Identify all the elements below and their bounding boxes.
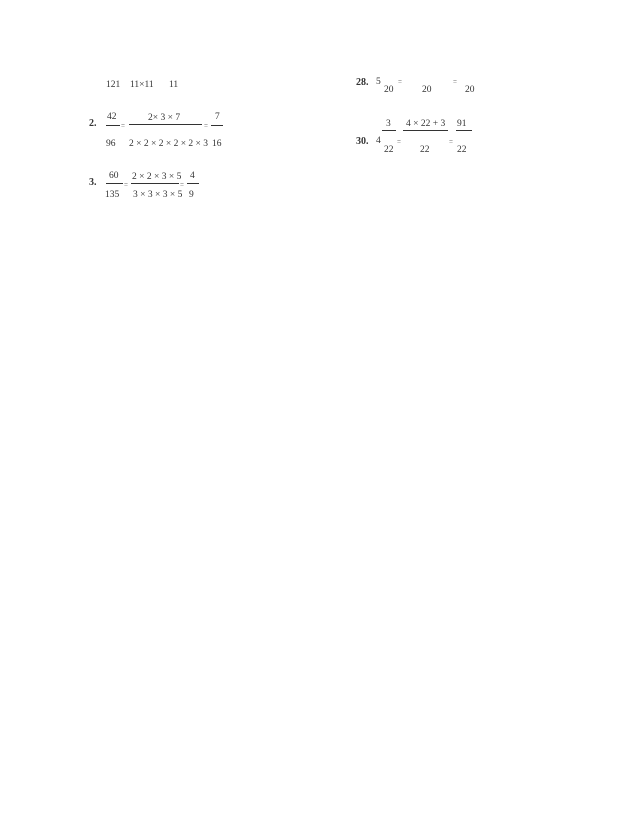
numerator: 2 × 2 × 3 × 5 [132, 172, 182, 182]
denominator: 16 [212, 139, 222, 149]
denominator: 3 × 3 × 3 × 5 [133, 190, 183, 200]
problem-number: 30. [356, 136, 369, 147]
denominator: 9 [189, 190, 194, 200]
denominator: 20 [384, 85, 394, 95]
equals-sign: = [180, 181, 184, 189]
equals-sign: = [204, 122, 208, 130]
whole-number: 5 [376, 77, 381, 87]
equals-sign: = [397, 138, 401, 146]
fraction-bar [403, 130, 448, 131]
numerator: 4 × 22 + 3 [406, 119, 446, 129]
equals-sign: = [121, 122, 125, 130]
fraction-bar [382, 130, 396, 131]
numerator: 60 [109, 171, 119, 181]
fraction-bar [211, 125, 223, 126]
equals-sign: = [398, 78, 402, 86]
numerator: 4 [190, 171, 195, 181]
numerator: 91 [457, 119, 467, 129]
denominator: 22 [420, 145, 430, 155]
denominator: 20 [465, 85, 475, 95]
fraction-bar [106, 125, 120, 126]
numerator: 3 [386, 119, 391, 129]
whole-number: 4 [376, 136, 381, 146]
problem-number: 28. [356, 77, 369, 88]
fraction-bar [129, 124, 202, 125]
numerator: 2× 3 × 7 [148, 113, 181, 123]
numerator: 7 [215, 112, 220, 122]
problem-number: 2. [89, 118, 97, 129]
denominator-11: 11 [169, 80, 179, 90]
fraction-bar [131, 183, 179, 184]
equals-sign: = [453, 78, 457, 86]
fraction-bar [456, 130, 472, 131]
denominator-121: 121 [106, 80, 121, 90]
fraction-bar [187, 183, 199, 184]
denominator: 20 [422, 85, 432, 95]
problem-number: 3. [89, 177, 97, 188]
equals-sign: = [449, 138, 453, 146]
denominator: 22 [384, 145, 394, 155]
denominator: 96 [106, 139, 116, 149]
denominator: 22 [457, 145, 467, 155]
numerator: 42 [107, 112, 117, 122]
denominator: 135 [105, 190, 120, 200]
equals-sign: = [124, 181, 128, 189]
fraction-bar [106, 183, 123, 184]
denominator: 2 × 2 × 2 × 2 × 2 × 3 [129, 139, 209, 149]
denominator-11x11: 11×11 [130, 80, 154, 90]
